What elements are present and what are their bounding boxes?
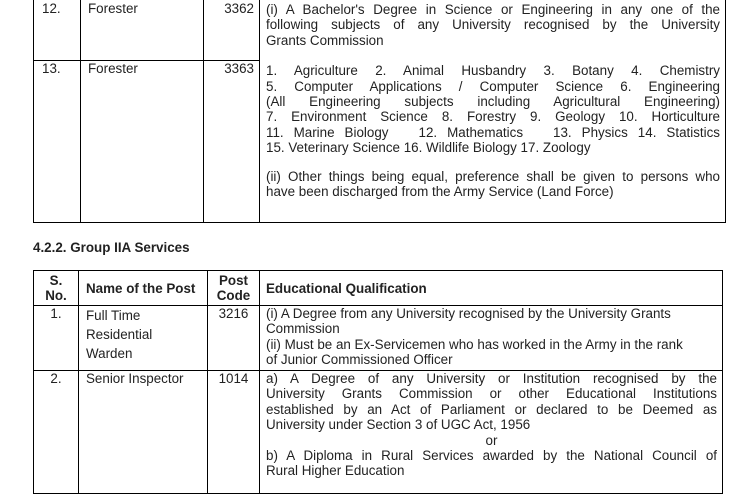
forester-table — [33, 0, 726, 223]
post-name-line: Full Time — [86, 308, 141, 323]
qualification-line: of Junior Commissioned Officer — [266, 352, 453, 368]
serial-number: 12. — [34, 0, 81, 61]
header-post-name: Name of the Post — [79, 271, 208, 306]
header-serial-number: S. No. — [34, 271, 79, 306]
post-name: Forester — [81, 61, 204, 223]
group-iia-services-table — [33, 270, 723, 494]
subject-line: 15. Veterinary Science 16. Wildlife Biology 17. Zoology — [266, 140, 591, 156]
header-educational-qualification: Educational Qualification — [260, 271, 723, 306]
qualification-line: (ii) Must be an Ex-Servicemen who has worked in the Army in the rank — [266, 336, 683, 352]
qualification-line: University Grants Commission or other Educational Institutions — [266, 386, 717, 402]
section-heading: 4.2.2. Group IIA Services — [33, 240, 190, 255]
educational-qualification — [260, 0, 726, 223]
serial-number: 1. — [34, 306, 79, 371]
qualification-line: a) A Degree of any University or Institution recognised by the — [266, 371, 717, 386]
qualification-line: b) A Diploma in Rural Services awarded by the National Council of — [266, 448, 717, 464]
header-post-code: Post Code — [208, 271, 260, 306]
subject-line: 7. Environment Science 8. Forestry 9. Geology 10. Horticulture — [266, 109, 720, 125]
qualification-line: established by an Act of Parliament or declared to be Deemed as — [266, 401, 717, 417]
post-code: 3363 — [204, 61, 260, 223]
table-header-row — [34, 271, 723, 306]
post-code: 1014 — [208, 371, 260, 494]
subject-line: 5. Computer Applications / Computer Science 6. Engineering — [266, 78, 720, 94]
post-name-line: Warden — [86, 346, 133, 361]
post-name: Forester — [81, 0, 204, 61]
table-row — [34, 0, 726, 61]
qualification-line: (i) A Bachelor's Degree in Science or Engineering in any one of the — [266, 2, 720, 17]
or-separator: or — [485, 432, 498, 448]
table-row — [34, 306, 723, 371]
qualification-line: following subjects of any University recognised by the University — [266, 17, 720, 33]
post-code: 3216 — [208, 306, 260, 371]
table-row — [34, 371, 723, 494]
qualification-line: University under Section 3 of UGC Act, 1956 — [266, 417, 531, 433]
post-name-line: Residential — [86, 327, 153, 342]
post-code: 3362 — [204, 0, 260, 61]
qualification-line: Commission — [266, 321, 340, 337]
subject-line: 11. Marine Biology 12. Mathematics 13. Physics 14. Statistics — [266, 124, 720, 140]
subject-line: (All Engineering subjects including Agricultural Engineering) — [266, 94, 720, 110]
post-name: Senior Inspector — [79, 371, 208, 494]
serial-number: 2. — [34, 371, 79, 494]
serial-number: 13. — [34, 61, 81, 223]
educational-qualification — [260, 371, 723, 494]
subject-line: 1. Agriculture 2. Animal Husbandry 3. Botany 4. Chemistry — [266, 63, 720, 79]
qualification-line: Rural Higher Education — [266, 463, 405, 479]
qualification-line: (i) A Degree from any University recognised by the University Grants — [266, 306, 671, 321]
educational-qualification — [260, 306, 723, 371]
post-name — [79, 306, 208, 371]
qualification-line: Grants Commission — [266, 32, 384, 48]
preference-line: have been discharged from the Army Service (Land Force) — [266, 184, 614, 200]
preference-line: (ii) Other things being equal, preference shall be given to persons who — [266, 168, 720, 184]
